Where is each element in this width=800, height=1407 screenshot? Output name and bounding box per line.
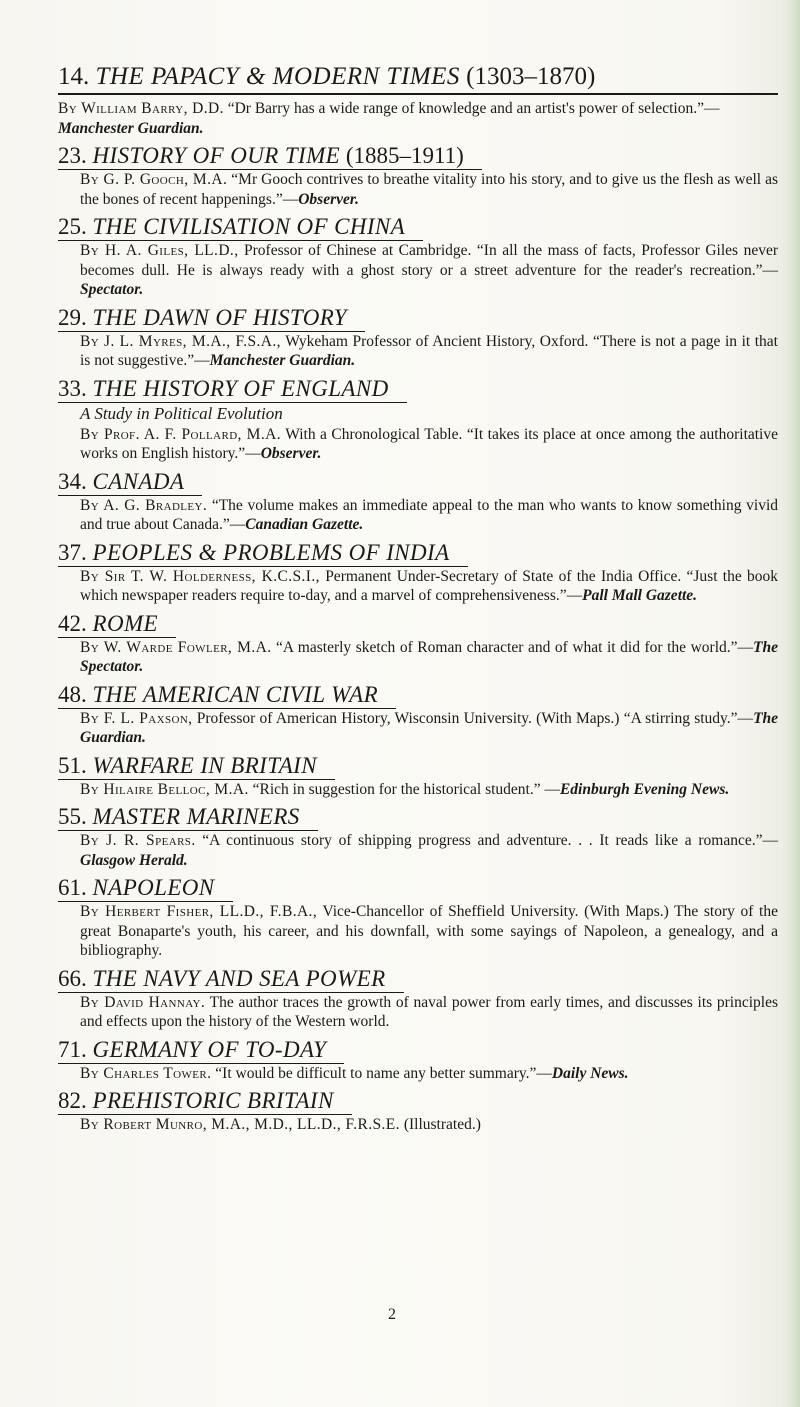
intro-source: Manchester Guardian.: [58, 119, 204, 137]
entry-number: 48.: [58, 681, 87, 707]
entry: [58, 870, 778, 961]
entry: [58, 677, 778, 748]
entry-text: “It would be difficult to name any better summary.”—: [215, 1064, 552, 1082]
entry-source: Daily News.: [551, 1064, 629, 1082]
entry-list: [58, 138, 778, 1135]
entry-number: 25.: [58, 214, 87, 239]
entry-text: “A masterly sketch of Roman character and of what it did for the world.”—: [276, 638, 754, 656]
entry-title: WARFARE IN BRITAIN: [92, 752, 317, 778]
entry-source: Pall Mall Gazette.: [582, 587, 698, 604]
entry-text: The author traces the growth of naval power from early times, and discusses its principles and effects upon the history of the Western world.: [80, 993, 778, 1030]
entry-body: [80, 1064, 778, 1084]
entry-number: 42.: [58, 610, 87, 636]
entry-number: 37.: [58, 539, 87, 565]
entry-body: [80, 170, 778, 209]
entry-author: By Sir T. W. Holderness, K.C.S.I.,: [80, 567, 320, 585]
entry-heading: [58, 874, 233, 902]
entry-source: The Guardian.: [80, 709, 779, 746]
entry-author: By G. P. Gooch, M.A.: [80, 171, 228, 188]
entry-heading: [58, 213, 423, 241]
entry-body: [80, 902, 778, 961]
entry-heading: [58, 375, 407, 403]
entry-text: Permanent Under-Secretary of State of the India Office. “Just the book which newspaper readers require to-day, and a marvel of comprehensiveness.”—: [80, 567, 779, 604]
entry-body: [80, 831, 778, 870]
entry-body: [80, 993, 778, 1032]
entry-body: [80, 567, 778, 606]
entry: [58, 799, 778, 870]
entry: [58, 138, 778, 209]
entry-heading: [58, 539, 468, 567]
entry-text: “A continuous story of shipping progress and adventure. . . It reads like a romance.”—: [202, 832, 778, 849]
entry-source: Spectator.: [80, 281, 144, 298]
entry-body: [80, 496, 778, 535]
entry-body: [80, 425, 778, 464]
entry-text: Professor of Chinese at Cambridge. “In all the mass of facts, Professor Giles never becomes dull. He is always ready with a ghost story or a street adventure for the reader's recreation.”—: [80, 242, 778, 279]
entry-heading: [58, 304, 365, 332]
entry-author: By W. Warde Fowler, M.A.: [80, 638, 272, 656]
entry-number: 55.: [58, 804, 87, 829]
entry-title: THE HISTORY OF ENGLAND: [92, 375, 389, 401]
entry-text: With a Chronological Table. “It takes its place at once among the authoritative works on English history.”—: [80, 425, 778, 462]
entry-title: CANADA: [92, 468, 185, 494]
entry-text: “The volume makes an immediate appeal to the man who wants to know something vivid and true about Canada.”—: [80, 496, 779, 533]
intro-author: By William Barry, D.D.: [58, 100, 224, 117]
entry: [58, 464, 778, 535]
entry-title: PEOPLES & PROBLEMS OF INDIA: [92, 539, 450, 565]
entry-title: THE DAWN OF HISTORY: [92, 304, 347, 330]
entry-source: Observer.: [298, 190, 359, 208]
running-head-dates: (1303–1870): [466, 63, 596, 90]
entry-source: Glasgow Herald.: [80, 851, 188, 869]
entry-title: ROME: [92, 610, 158, 636]
entry-author: By Hilaire Belloc, M.A.: [80, 780, 249, 798]
entry-author: By A. G. Bradley.: [80, 496, 208, 514]
entry: [58, 535, 778, 606]
entry-author: By Robert Munro, M.A., M.D., LL.D., F.R.S.E.: [80, 1116, 400, 1133]
entry-body: [80, 241, 778, 300]
entry-title: NAPOLEON: [92, 875, 215, 900]
entry-body: [80, 332, 778, 371]
page-content: [58, 62, 778, 1135]
entry: [58, 371, 778, 464]
entry: [58, 748, 778, 800]
entry-title: THE CIVILISATION OF CHINA: [92, 214, 406, 239]
entry-heading: [58, 1036, 344, 1064]
running-head-title: THE PAPACY & MODERN TIMES: [95, 63, 460, 90]
entry-title: HISTORY OF OUR TIME: [92, 143, 341, 168]
entry-author: By Herbert Fisher, LL.D., F.B.A.,: [80, 903, 318, 920]
entry-heading: [58, 468, 202, 496]
entry-source: Manchester Guardian.: [209, 352, 356, 369]
entry-text: “Mr Gooch contrives to breathe vitality into his story, and to give us the flesh as well as the bones of recent happenings.”—: [80, 171, 779, 208]
entry-heading: [58, 142, 482, 170]
entry-author: By J. R. Spears.: [80, 832, 196, 849]
entry-text: Professor of American History, Wisconsin University. (With Maps.) “A stirring study.”—: [196, 709, 754, 727]
entry-text: “Rich in suggestion for the historical student.” —: [252, 780, 560, 798]
entry-number: 29.: [58, 304, 87, 330]
running-head: [58, 62, 778, 95]
entry-number: 82.: [58, 1088, 87, 1113]
entry-body: [80, 780, 778, 800]
entry-number: 61.: [58, 875, 87, 900]
entry-number: 66.: [58, 965, 87, 991]
page-number: 2: [388, 1306, 396, 1323]
entry-number: 33.: [58, 375, 87, 401]
entry-title: THE NAVY AND SEA POWER: [92, 965, 386, 991]
entry-source: The Spectator.: [80, 638, 778, 675]
entry-text: Vice-Chancellor of Sheffield University. (With Maps.) The story of the great Bonaparte's youth, his career, and his downfall, with some sayings of Napoleon, a genealogy, and a bibliography.: [80, 903, 778, 959]
entry-heading: [58, 610, 176, 638]
entry: [58, 606, 778, 677]
entry-author: By J. L. Myres, M.A., F.S.A.,: [80, 332, 281, 350]
entry: [58, 1083, 778, 1135]
entry-heading: [58, 752, 335, 780]
entry-heading: [58, 1087, 352, 1115]
entry: [58, 1032, 778, 1084]
entry-source: Edinburgh Evening News.: [559, 780, 730, 798]
entry-author: By H. A. Giles, LL.D.,: [80, 242, 239, 259]
entry: [58, 209, 778, 300]
entry-text: (Illustrated.): [403, 1116, 481, 1133]
entry-number: 34.: [58, 468, 87, 494]
entry: [58, 300, 778, 371]
entry-source: Canadian Gazette.: [245, 516, 364, 533]
entry-title: GERMANY OF TO-DAY: [92, 1036, 327, 1062]
entry-title: THE AMERICAN CIVIL WAR: [92, 681, 379, 707]
entry-subtitle: A Study in Political Evolution: [80, 403, 283, 423]
entry-body: [80, 1115, 778, 1135]
entry-source: Observer.: [260, 445, 322, 462]
entry-body: [80, 709, 778, 748]
running-head-page: 14.: [58, 63, 90, 90]
entry-author: By Prof. A. F. Pollard, M.A.: [80, 425, 282, 443]
entry-title: PREHISTORIC BRITAIN: [92, 1088, 334, 1113]
entry-body: [80, 638, 778, 677]
entry-title: MASTER MARINERS: [92, 804, 300, 829]
entry-number: 23.: [58, 143, 87, 168]
entry-dates: (1885–1911): [345, 143, 464, 168]
entry-author: By Charles Tower.: [80, 1064, 212, 1082]
entry-number: 71.: [58, 1036, 87, 1062]
entry-number: 51.: [58, 752, 87, 778]
entry-author: By David Hannay.: [80, 993, 206, 1011]
entry-heading: [58, 803, 318, 831]
entry-heading: [58, 681, 396, 709]
intro-quote: “Dr Barry has a wide range of knowledge and an artist's power of selection.”—: [227, 100, 720, 117]
entry-text: Wykeham Professor of Ancient History, Oxford. “There is not a page in it that is not suggestive.”—: [80, 332, 778, 369]
page-edge-shadow: [782, 0, 800, 1407]
entry-author: By F. L. Paxson,: [80, 709, 193, 727]
intro-entry-continuation: [58, 99, 778, 138]
entry-heading: [58, 965, 404, 993]
entry: [58, 961, 778, 1032]
